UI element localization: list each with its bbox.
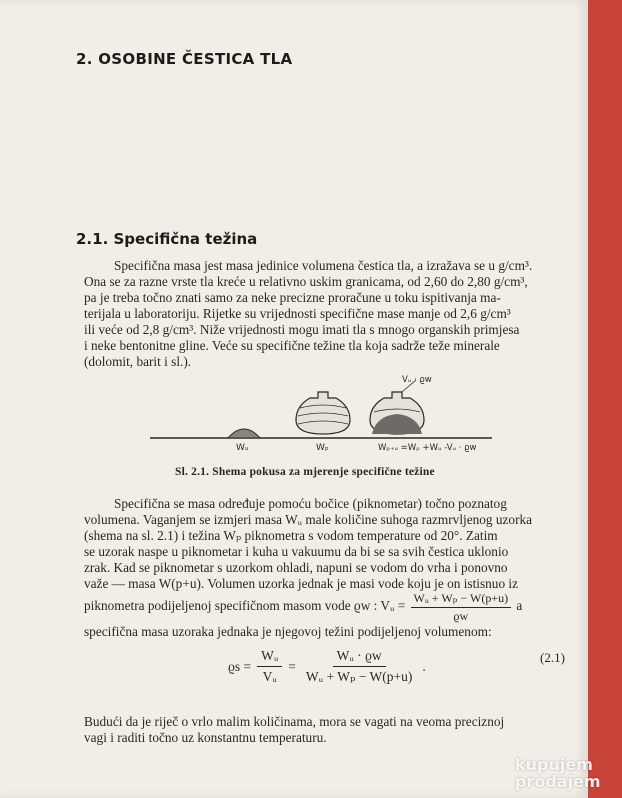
equation-end: . [422,658,426,674]
formula-line-end: a [513,598,523,614]
paragraph-line: ili veće od 2,8 g/cm³. Niže vrijednosti mogu imati tla s mnogo organskih primjesa [84,322,520,337]
label-sample: Wᵤ [236,443,249,452]
watermark-line: prodajem [515,772,601,791]
pycnometer-water-sample [370,380,424,434]
formula-line [84,590,546,624]
fraction-1-denominator: Vᵤ [262,669,277,684]
pycnometer-water [296,392,350,434]
paragraph-line: pa je treba točno znati samo za neke precizne proračune u toku ispitivanja ma- [84,290,501,305]
volume-fraction [411,590,512,624]
equation-fraction-2 [302,648,416,685]
label-top: Vᵤ · ϱw [402,375,432,385]
label-pycnometer: Wₚ [316,443,329,452]
paragraph-line: Specifična se masa određuje pomoću bočice (piknometar) točno poznatog [114,496,507,511]
paragraph-line: (shema na sl. 2.1) i težina Wₚ piknometra s vodom temperature od 20°. Zatim [84,528,498,543]
sample-pile [228,429,260,438]
paragraph-line: (dolomit, barit i sl.). [84,354,192,369]
paragraph-final [84,714,546,746]
pycnometer-diagram [140,372,500,452]
fraction-2-denominator: Wᵤ + Wₚ − W(p+u) [305,669,413,684]
paragraph-line: se uzorak naspe u piknometar i kuha u vakuumu da bi se sa svih čestica uklonio [84,544,509,559]
equation-fraction-1 [257,648,282,685]
paragraph-line: i neke bentonitne gline. Veće su specifične težine tla koja sadrže teže minerale [84,338,500,353]
paragraph-line: terijala u laboratoriju. Rijetke su vrijednosti specifične mase manje od 2,6 g/cm³ [84,306,511,321]
equation-2-1 [228,648,426,685]
section-title: 2.1. Specifična težina [76,230,258,248]
watermark-line: kupujem [515,755,593,774]
paragraph-line: zrak. Kad se piknometar s uzorkom ohladi, napuni se vodom do vrha i ponovno [84,560,508,575]
paragraph-line: vagi i raditi točno uz konstantnu temperaturu. [84,730,327,745]
fraction-2-numerator: Wᵤ · ϱw [333,648,386,667]
chapter-title: 2. OSOBINE ČESTICA TLA [76,50,293,68]
paragraph-conclusion-line: specifična masa uzoraka jednaka je njegovoj težini podijeljenoj volumenom: [84,624,492,639]
paragraph-line: Ona se za razne vrste tla kreće u relativno uskim granicama, od 2,60 do 2,80 g/cm³, [84,274,528,289]
paragraph-intro [84,258,546,370]
fraction-1-numerator: Wᵤ [257,648,282,667]
paragraph-method [84,496,546,592]
equation-lhs: ϱs = [228,658,252,674]
paragraph-line: Budući da je riječ o vrlo malim količinama, mora se vagati na veoma preciznoj [84,714,505,729]
volume-numerator: Wᵤ + Wₚ − W(p+u) [411,590,512,608]
watermark-logo [515,756,601,790]
paragraph-line: volumena. Vaganjem se izmjeri masa Wᵤ male količine suhoga razmrvljenog uzorka [84,512,533,527]
figure-caption: Sl. 2.1. Shema pokusa za mjerenje specifične težine [175,466,435,478]
equation-equals: = [288,658,296,674]
volume-denominator: ϱw [453,609,469,623]
paragraph-line: važe — masa W(p+u). Volumen uzorka jednak je masi vode koju je on istisnuo iz [84,576,519,591]
paragraph-line: Specifična masa jest masa jedinice volumena čestica tla, a izražava se u g/cm³. [114,258,533,273]
equation-number: (2.1) [540,650,565,665]
label-total: Wₚ₊ᵤ =Wₚ +Wᵤ -Vᵤ · ϱw [378,443,477,452]
formula-line-text: piknometra podijeljenoj specifičnom masom vode ϱw : Vᵤ = [84,598,409,614]
